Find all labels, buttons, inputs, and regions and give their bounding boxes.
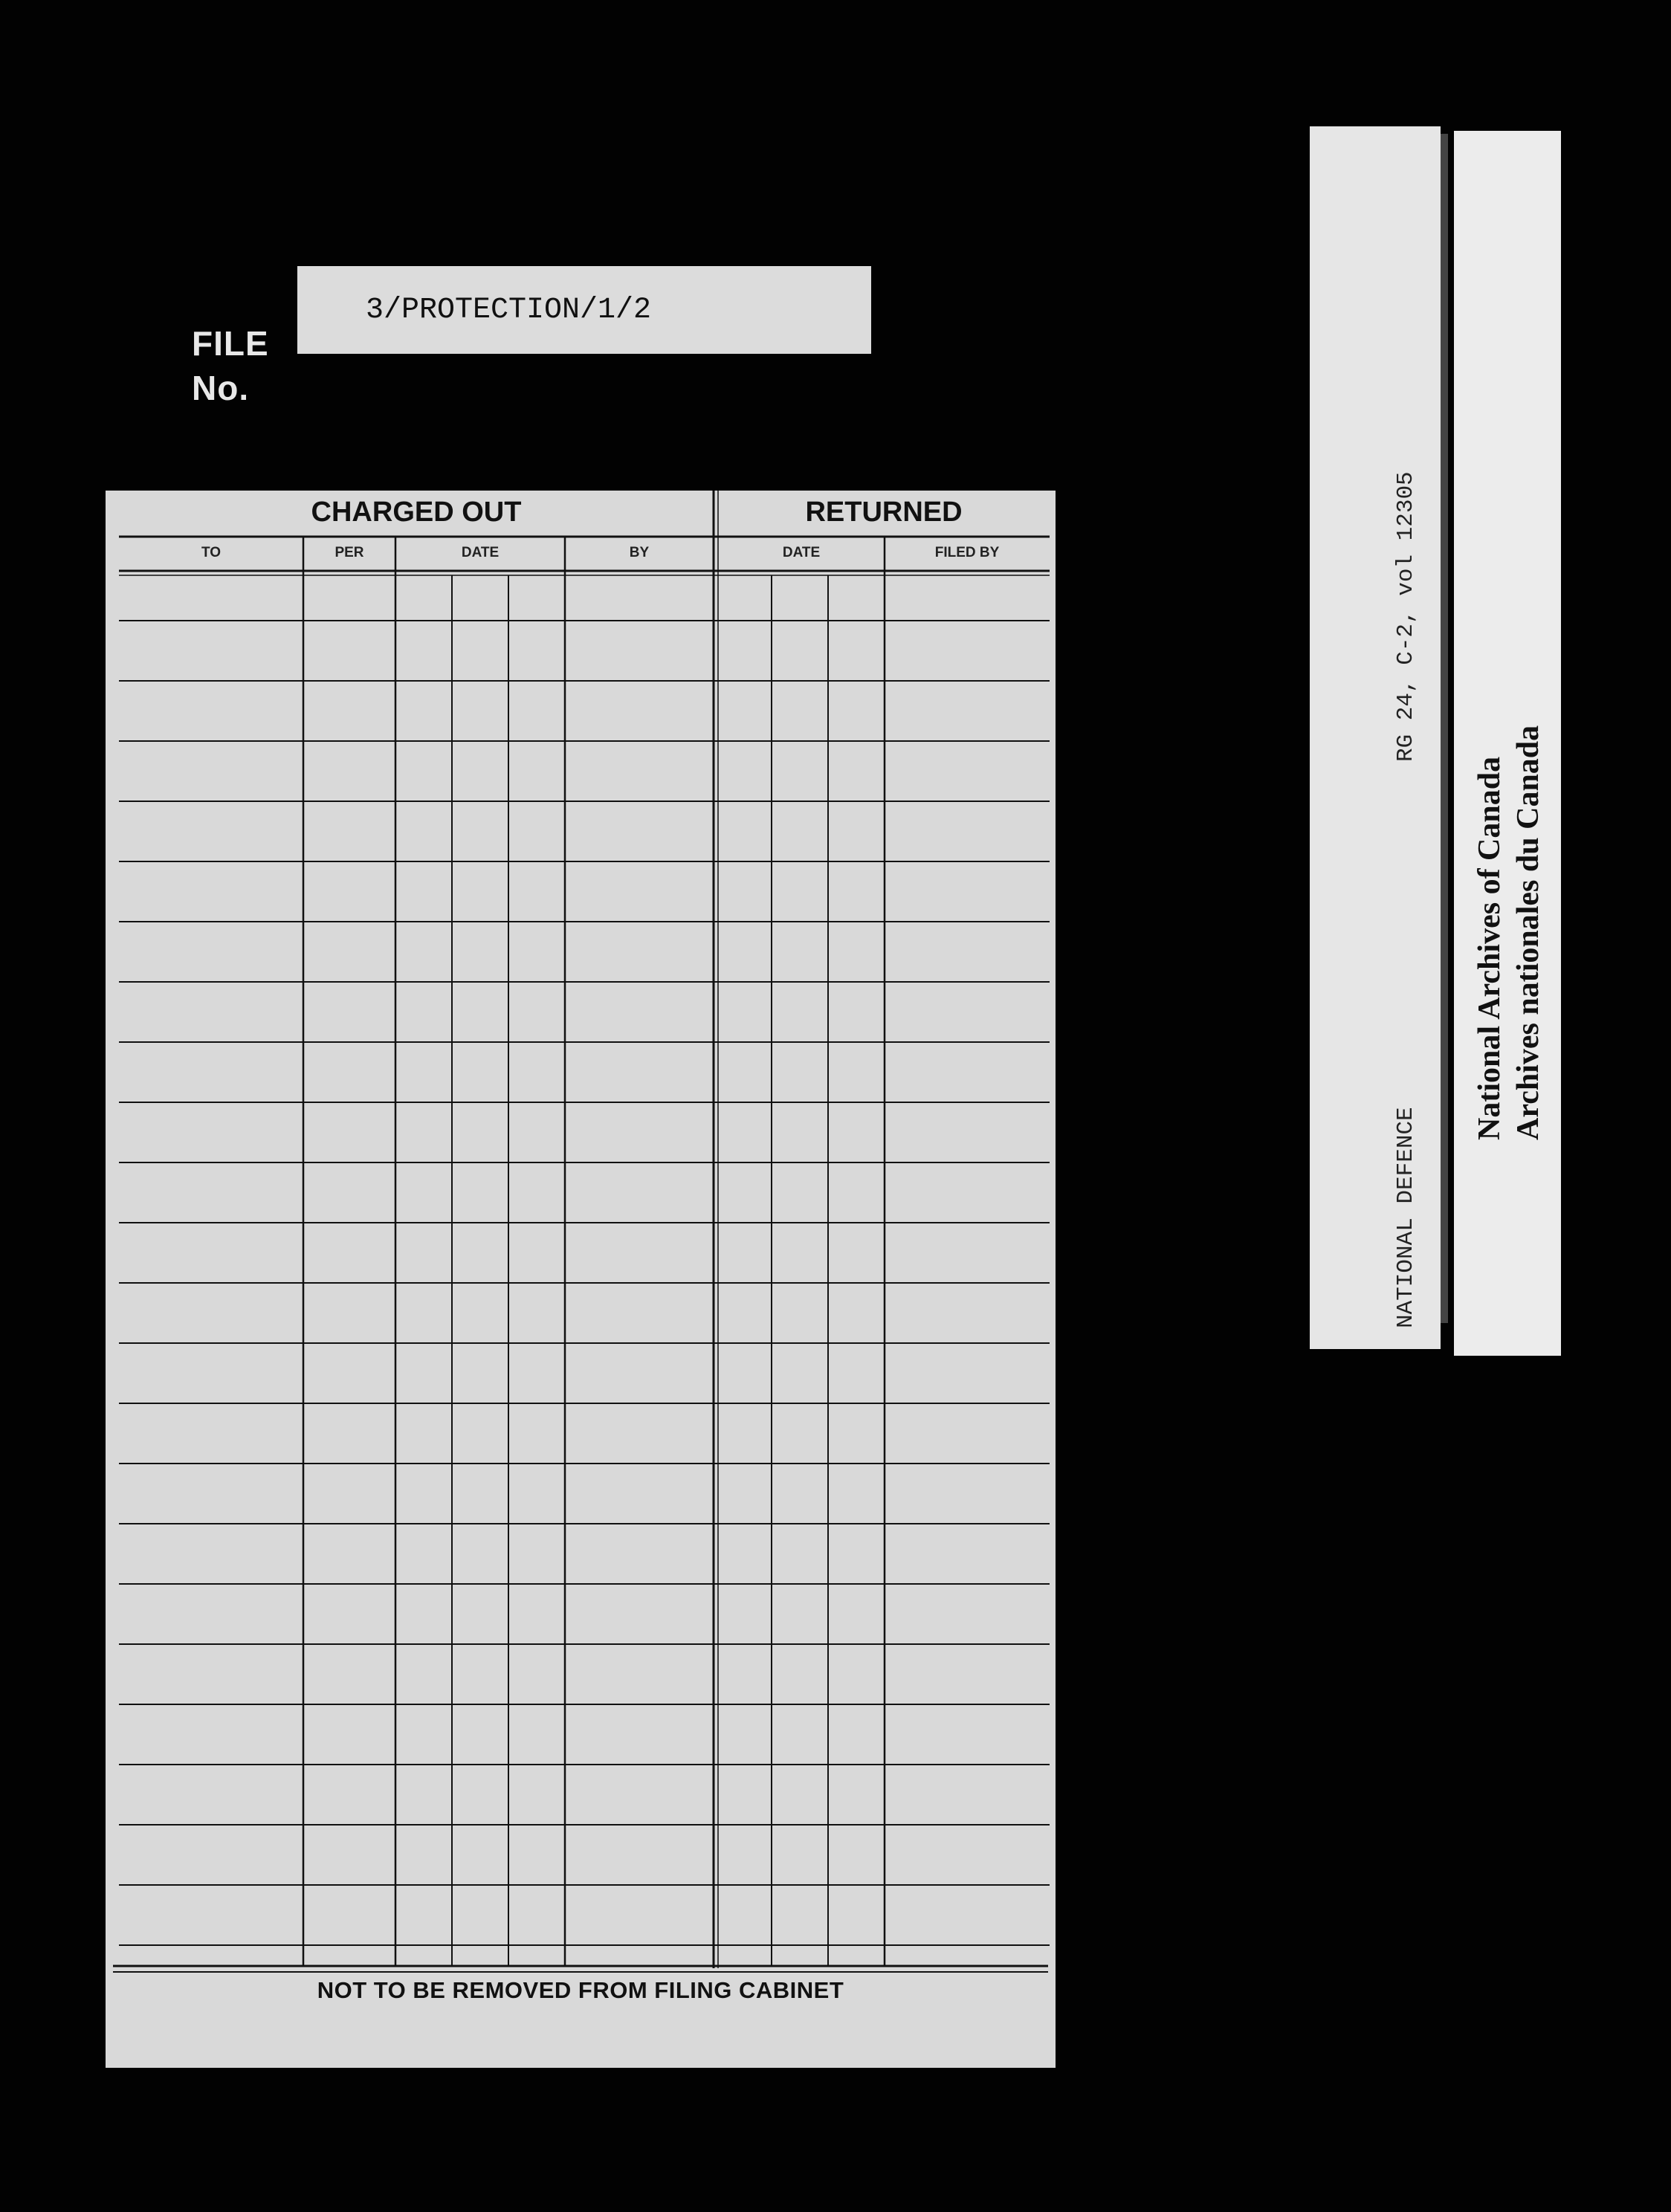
record-group-line: RG 24, C-2, vol 12305 <box>1393 471 1419 762</box>
charge-out-card <box>106 491 1056 2068</box>
file-label-word: FILE <box>192 324 269 363</box>
col-to: TO <box>201 545 222 560</box>
archives-name-en: National Archives of Canada <box>1473 756 1507 1140</box>
col-by: BY <box>629 545 650 560</box>
file-number: 3/PROTECTION/1/2 <box>366 293 652 327</box>
col-filed-by: FILED BY <box>934 545 1000 560</box>
dept-line-en: NATIONAL DEFENCE <box>1393 1107 1419 1328</box>
charged-out-header: CHARGED OUT <box>311 497 522 528</box>
file-no-label <box>192 321 269 410</box>
archives-canada-strip <box>1454 131 1561 1356</box>
col-returned-date: DATE <box>782 545 821 560</box>
archives-name-fr: Archives nationales du Canada <box>1511 725 1545 1140</box>
no-label-word: No. <box>192 369 250 407</box>
card-footer-notice: NOT TO BE REMOVED FROM FILING CABINET <box>317 1977 844 2003</box>
col-date: DATE <box>461 545 500 560</box>
file-number-tab <box>297 266 871 354</box>
col-per: PER <box>334 545 364 560</box>
strip-divider <box>1441 134 1448 1323</box>
archive-reference-strip <box>1310 126 1441 1349</box>
card-grid <box>106 491 1056 2068</box>
returned-header: RETURNED <box>805 497 963 528</box>
